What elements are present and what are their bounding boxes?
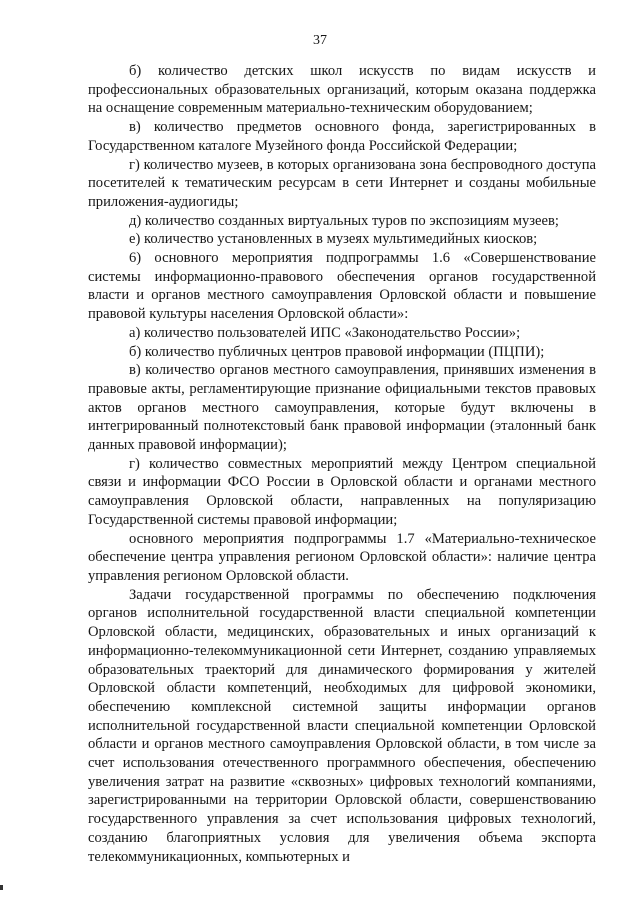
paragraph: г) количество музеев, в которых организована зона беспроводного доступа посетителей к тематическим ресурсам в сети Интернет и созданы мобильные приложения-аудиогиды;	[88, 156, 596, 210]
scan-mark	[0, 885, 3, 890]
body-text	[88, 62, 596, 866]
paragraph: д) количество созданных виртуальных туров по экспозициям музеев;	[129, 212, 559, 229]
paragraph: б) количество детских школ искусств по видам искусств и профессиональных образовательных организаций, которым оказана поддержка на оснащение современным материально-техническим оборудованием;	[88, 63, 596, 117]
paragraph: 6) основного мероприятия подпрограммы 1.6 «Совершенствование системы информационно-правового обеспечения органов государственной власти и органов местного самоуправления Орловской области и повышение правовой культуры населения Орловской области»:	[88, 250, 596, 323]
paragraph: а) количество пользователей ИПС «Законодательство России»;	[129, 324, 521, 341]
paragraph: в) количество органов местного самоуправления, принявших изменения в правовые акты, регламентирующие признание официальными текстов правовых актов органов местного самоуправления, которые будут включены в интегрированный полнотекстовый банк правовой информации (эталонный банк данных правовой информации);	[88, 362, 596, 454]
page-number: 37	[313, 33, 327, 48]
paragraph: в) количество предметов основного фонда, зарегистрированных в Государственном каталоге Музейного фонда Российской Федерации;	[88, 119, 596, 154]
paragraph: основного мероприятия подпрограммы 1.7 «Материально-техническое обеспечение центра управления регионом Орловской области»: наличие центра управления регионом Орловской области.	[88, 530, 596, 584]
paragraph: е) количество установленных в музеях мультимедийных киосков;	[129, 231, 538, 248]
paragraph: б) количество публичных центров правовой информации (ПЦПИ);	[129, 343, 545, 360]
paragraph: Задачи государственной программы по обеспечению подключения органов исполнительной государственной власти специальной компетенции Орловской области, медицинских, образовательных и иных организаций к информационно-телекоммуникационной сети Интернет, созданию управляемых образовательных траекторий для динамического формирования у жителей Орловской области компетенций, необходимых для цифровой экономики, обеспечению комплексной системной защиты информации органов исполнительной государственной власти специальной компетенции Орловской области и органов местного самоуправления Орловской области, в том числе за счет использования отечественного программного обеспечения, обеспечению увеличения затрат на развитие «сквозных» цифровых технологий компаниями, зарегистрированными на территории Орловской области, совершенствованию государственного управления за счет использования цифровых технологий, созданию благоприятных условия для увеличения объема экспорта телекоммуникационных, компьютерных и	[88, 586, 596, 865]
paragraph: г) количество совместных мероприятий между Центром специальной связи и информации ФСО России в Орловской области и органами местного самоуправления Орловской области, направленных на популяризацию Государственной системы правовой информации;	[88, 455, 596, 528]
